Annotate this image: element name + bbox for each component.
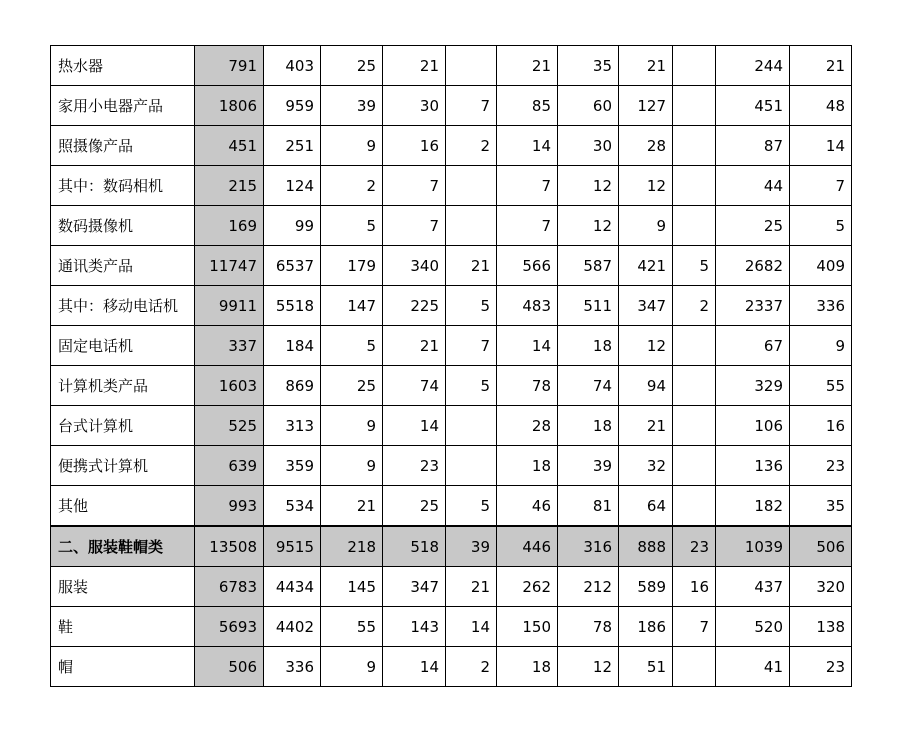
table-cell: 5 (790, 206, 852, 246)
table-row (51, 326, 852, 366)
table-cell: 589 (619, 567, 673, 607)
table-cell: 30 (558, 126, 619, 166)
table-cell: 182 (716, 486, 790, 527)
table-cell: 12 (619, 166, 673, 206)
table-cell: 403 (264, 46, 321, 86)
table-cell (673, 406, 716, 446)
table-cell: 244 (716, 46, 790, 86)
row-label: 数码摄像机 (51, 206, 195, 246)
table-row (51, 166, 852, 206)
table-cell: 21 (383, 326, 446, 366)
table-cell: 347 (383, 567, 446, 607)
table-cell: 6537 (264, 246, 321, 286)
table-cell: 21 (446, 567, 497, 607)
row-total-cell: 1603 (195, 366, 264, 406)
table-cell: 4402 (264, 607, 321, 647)
row-total-cell: 791 (195, 46, 264, 86)
table-cell: 7 (790, 166, 852, 206)
table-cell (446, 206, 497, 246)
table-cell: 32 (619, 446, 673, 486)
row-total-cell: 9911 (195, 286, 264, 326)
table-cell: 869 (264, 366, 321, 406)
table-cell: 147 (321, 286, 383, 326)
table-cell: 18 (497, 446, 558, 486)
table-cell: 534 (264, 486, 321, 527)
table-cell (673, 647, 716, 687)
table-cell: 506 (790, 526, 852, 567)
table-cell: 51 (619, 647, 673, 687)
table-cell: 2 (446, 126, 497, 166)
table-cell: 959 (264, 86, 321, 126)
table-cell: 9 (790, 326, 852, 366)
table-cell: 2682 (716, 246, 790, 286)
table-cell: 21 (383, 46, 446, 86)
table-cell: 14 (383, 406, 446, 446)
row-label: 照摄像产品 (51, 126, 195, 166)
table-cell: 39 (321, 86, 383, 126)
table-cell: 46 (497, 486, 558, 527)
table-cell: 21 (446, 246, 497, 286)
row-total-cell: 6783 (195, 567, 264, 607)
table-cell: 23 (790, 647, 852, 687)
table-row (51, 286, 852, 326)
table-cell: 225 (383, 286, 446, 326)
table-cell: 12 (619, 326, 673, 366)
table-cell: 179 (321, 246, 383, 286)
row-total-cell: 639 (195, 446, 264, 486)
table-row (51, 206, 852, 246)
row-total-cell: 525 (195, 406, 264, 446)
row-total-cell: 5693 (195, 607, 264, 647)
table-row (51, 246, 852, 286)
table-cell: 5518 (264, 286, 321, 326)
table-cell: 7 (446, 86, 497, 126)
table-cell: 251 (264, 126, 321, 166)
table-cell: 127 (619, 86, 673, 126)
table-cell: 28 (619, 126, 673, 166)
table-cell: 518 (383, 526, 446, 567)
table-cell: 145 (321, 567, 383, 607)
table-cell: 21 (321, 486, 383, 527)
table-cell: 5 (321, 206, 383, 246)
table-cell: 39 (558, 446, 619, 486)
row-total-cell: 169 (195, 206, 264, 246)
table-cell: 94 (619, 366, 673, 406)
table-cell: 21 (497, 46, 558, 86)
table-row (51, 486, 852, 527)
table-row (51, 567, 852, 607)
table-cell: 67 (716, 326, 790, 366)
table-row (51, 647, 852, 687)
table-cell: 437 (716, 567, 790, 607)
table-cell: 320 (790, 567, 852, 607)
table-cell: 446 (497, 526, 558, 567)
table-cell: 41 (716, 647, 790, 687)
table-cell: 12 (558, 166, 619, 206)
table-cell: 21 (790, 46, 852, 86)
table-cell: 78 (558, 607, 619, 647)
table-cell: 5 (446, 486, 497, 527)
table-cell: 21 (619, 46, 673, 86)
table-cell: 316 (558, 526, 619, 567)
table-cell: 18 (497, 647, 558, 687)
table-cell: 55 (790, 366, 852, 406)
table-cell: 14 (497, 126, 558, 166)
table-cell: 81 (558, 486, 619, 527)
table-row (51, 607, 852, 647)
table-cell (673, 206, 716, 246)
table-cell: 7 (383, 166, 446, 206)
row-label: 鞋 (51, 607, 195, 647)
table-cell (446, 166, 497, 206)
table-cell: 5 (446, 286, 497, 326)
table-cell: 25 (383, 486, 446, 527)
table-cell: 60 (558, 86, 619, 126)
table-cell: 99 (264, 206, 321, 246)
table-cell: 212 (558, 567, 619, 607)
table-cell: 138 (790, 607, 852, 647)
table-cell: 2337 (716, 286, 790, 326)
table-cell (673, 126, 716, 166)
table-cell: 55 (321, 607, 383, 647)
table-cell: 2 (446, 647, 497, 687)
row-label: 便携式计算机 (51, 446, 195, 486)
table-cell: 566 (497, 246, 558, 286)
table-cell: 329 (716, 366, 790, 406)
table-cell: 520 (716, 607, 790, 647)
table-cell: 87 (716, 126, 790, 166)
table-cell (446, 406, 497, 446)
table-cell: 124 (264, 166, 321, 206)
table-cell: 359 (264, 446, 321, 486)
row-total-cell: 11747 (195, 246, 264, 286)
row-label: 家用小电器产品 (51, 86, 195, 126)
table-cell: 16 (790, 406, 852, 446)
table-cell: 9 (619, 206, 673, 246)
table-cell (673, 326, 716, 366)
table-cell: 136 (716, 446, 790, 486)
table-row (51, 86, 852, 126)
table-cell: 218 (321, 526, 383, 567)
table-cell: 184 (264, 326, 321, 366)
table-cell: 25 (321, 46, 383, 86)
row-label: 其中：数码相机 (51, 166, 195, 206)
table-cell (446, 46, 497, 86)
table-cell: 18 (558, 406, 619, 446)
row-total-cell: 337 (195, 326, 264, 366)
table-cell: 85 (497, 86, 558, 126)
row-label: 固定电话机 (51, 326, 195, 366)
row-total-cell: 215 (195, 166, 264, 206)
table-cell: 336 (264, 647, 321, 687)
table-cell: 12 (558, 206, 619, 246)
table-cell: 106 (716, 406, 790, 446)
table-cell: 64 (619, 486, 673, 527)
table-cell: 587 (558, 246, 619, 286)
table-cell: 28 (497, 406, 558, 446)
table-cell: 12 (558, 647, 619, 687)
table-cell: 9 (321, 446, 383, 486)
table-cell (673, 86, 716, 126)
table-cell: 74 (558, 366, 619, 406)
table-cell: 4434 (264, 567, 321, 607)
table-cell: 9515 (264, 526, 321, 567)
table-cell: 5 (673, 246, 716, 286)
table-cell: 16 (383, 126, 446, 166)
table-cell: 2 (673, 286, 716, 326)
table-cell: 9 (321, 406, 383, 446)
table-cell: 262 (497, 567, 558, 607)
table-row (51, 366, 852, 406)
row-label: 二、服装鞋帽类 (51, 526, 195, 567)
table-cell (673, 486, 716, 527)
table-cell: 74 (383, 366, 446, 406)
data-table (50, 45, 852, 687)
row-total-cell: 993 (195, 486, 264, 527)
table-cell: 409 (790, 246, 852, 286)
row-total-cell: 451 (195, 126, 264, 166)
row-total-cell: 13508 (195, 526, 264, 567)
table-cell: 511 (558, 286, 619, 326)
table-cell (673, 166, 716, 206)
table-cell: 44 (716, 166, 790, 206)
row-label: 通讯类产品 (51, 246, 195, 286)
table-cell: 313 (264, 406, 321, 446)
row-label: 帽 (51, 647, 195, 687)
row-label: 计算机类产品 (51, 366, 195, 406)
row-label: 服装 (51, 567, 195, 607)
table-cell: 14 (497, 326, 558, 366)
row-total-cell: 1806 (195, 86, 264, 126)
table-cell: 340 (383, 246, 446, 286)
table-cell: 9 (321, 647, 383, 687)
table-cell: 451 (716, 86, 790, 126)
row-total-cell: 506 (195, 647, 264, 687)
table-cell: 9 (321, 126, 383, 166)
table-cell: 421 (619, 246, 673, 286)
table-cell: 23 (673, 526, 716, 567)
table-cell: 35 (790, 486, 852, 527)
table-cell: 186 (619, 607, 673, 647)
table-cell (673, 366, 716, 406)
category-total-row (51, 526, 852, 567)
table-row (51, 406, 852, 446)
table-cell (446, 446, 497, 486)
table-cell: 14 (790, 126, 852, 166)
table-cell: 14 (446, 607, 497, 647)
table-row (51, 126, 852, 166)
table-cell: 14 (383, 647, 446, 687)
table-cell: 16 (673, 567, 716, 607)
table-cell: 336 (790, 286, 852, 326)
table-cell: 78 (497, 366, 558, 406)
row-label: 台式计算机 (51, 406, 195, 446)
table-cell: 21 (619, 406, 673, 446)
table-body (51, 46, 852, 687)
table-cell: 2 (321, 166, 383, 206)
table-cell: 143 (383, 607, 446, 647)
table-cell: 7 (497, 166, 558, 206)
table-cell: 5 (446, 366, 497, 406)
table-cell: 347 (619, 286, 673, 326)
table-row (51, 446, 852, 486)
row-label: 热水器 (51, 46, 195, 86)
table-cell (673, 446, 716, 486)
table-cell: 7 (446, 326, 497, 366)
table-cell: 18 (558, 326, 619, 366)
table-cell: 150 (497, 607, 558, 647)
table-cell: 888 (619, 526, 673, 567)
table-cell (673, 46, 716, 86)
table-cell: 7 (673, 607, 716, 647)
table-row (51, 46, 852, 86)
table-cell: 25 (321, 366, 383, 406)
table-cell: 35 (558, 46, 619, 86)
row-label: 其他 (51, 486, 195, 527)
table-cell: 7 (497, 206, 558, 246)
table-cell: 5 (321, 326, 383, 366)
table-cell: 23 (790, 446, 852, 486)
table-cell: 7 (383, 206, 446, 246)
table-cell: 30 (383, 86, 446, 126)
table-cell: 48 (790, 86, 852, 126)
table-cell: 23 (383, 446, 446, 486)
table-cell: 483 (497, 286, 558, 326)
table-cell: 1039 (716, 526, 790, 567)
table-cell: 25 (716, 206, 790, 246)
row-label: 其中：移动电话机 (51, 286, 195, 326)
table-cell: 39 (446, 526, 497, 567)
